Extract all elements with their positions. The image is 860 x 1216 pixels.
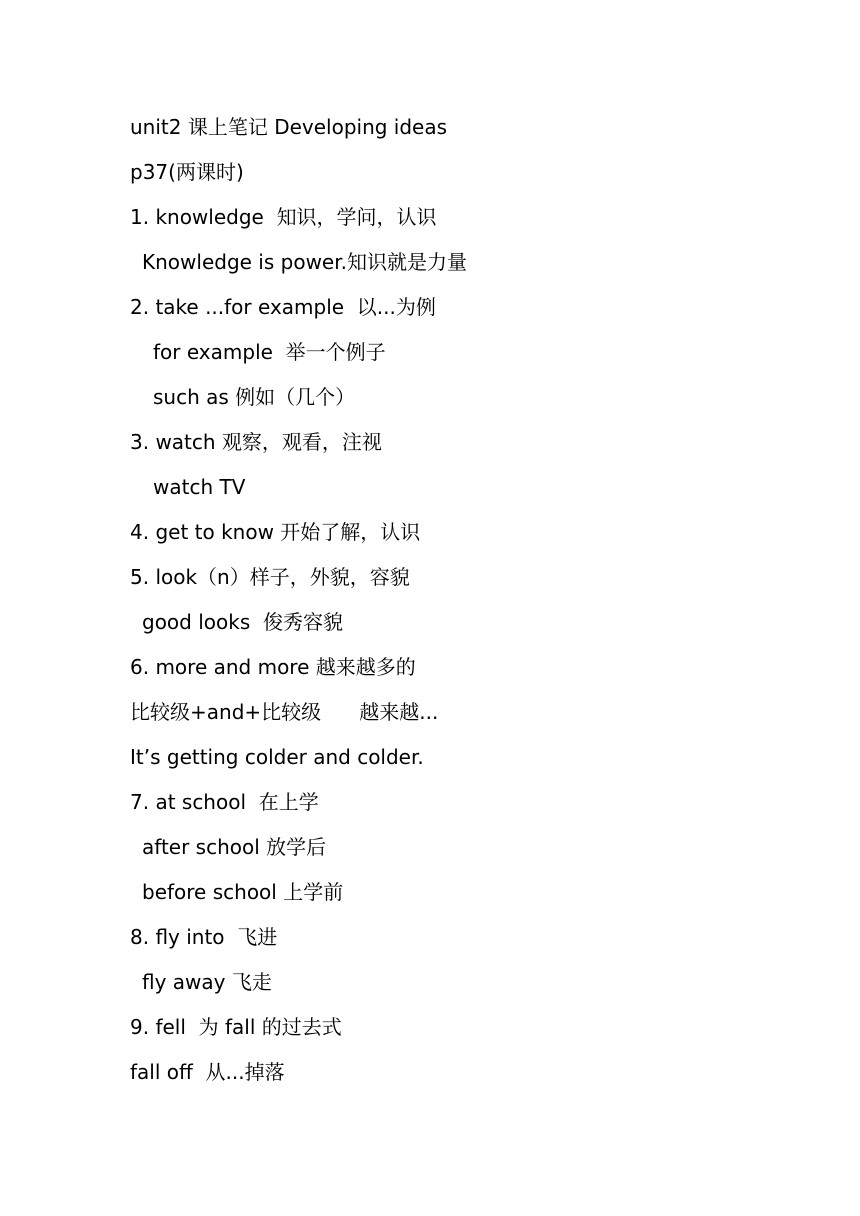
notes-content xyxy=(130,110,810,1100)
note-example-6: It’s getting colder and colder. xyxy=(130,745,424,769)
note-item-7: 7. at school 在上学 xyxy=(130,790,319,814)
note-example-2b: such as 例如（几个） xyxy=(153,385,356,409)
note-item-3: 3. watch 观察，观看，注视 xyxy=(130,430,382,454)
note-example-8: fly away 飞走 xyxy=(142,970,272,994)
note-item-9: 9. fell 为 fall 的过去式 xyxy=(130,1015,342,1039)
note-example-2a: for example 举一个例子 xyxy=(153,340,386,364)
note-item-8: 8. fly into 飞进 xyxy=(130,925,278,949)
note-example-5: good looks 俊秀容貌 xyxy=(142,610,343,634)
note-example-9: fall off 从...掉落 xyxy=(130,1060,285,1084)
note-item-4: 4. get to know 开始了解，认识 xyxy=(130,520,421,544)
note-item-1: 1. knowledge 知识，学问，认识 xyxy=(130,205,437,229)
note-item-6: 6. more and more 越来越多的 xyxy=(130,655,416,679)
note-example-1: Knowledge is power.知识就是力量 xyxy=(142,250,467,274)
note-item-2: 2. take ...for example 以...为例 xyxy=(130,295,436,319)
note-example-3: watch TV xyxy=(153,475,246,499)
notes-title: unit2 课上笔记 Developing ideas xyxy=(130,115,448,139)
note-rule-6: 比较级+and+比较级 越来越... xyxy=(130,700,439,724)
note-example-7a: after school 放学后 xyxy=(142,835,327,859)
note-example-7b: before school 上学前 xyxy=(142,880,344,904)
page-reference: p37(两课时) xyxy=(130,160,244,184)
note-item-5: 5. look（n）样子，外貌，容貌 xyxy=(130,565,410,589)
